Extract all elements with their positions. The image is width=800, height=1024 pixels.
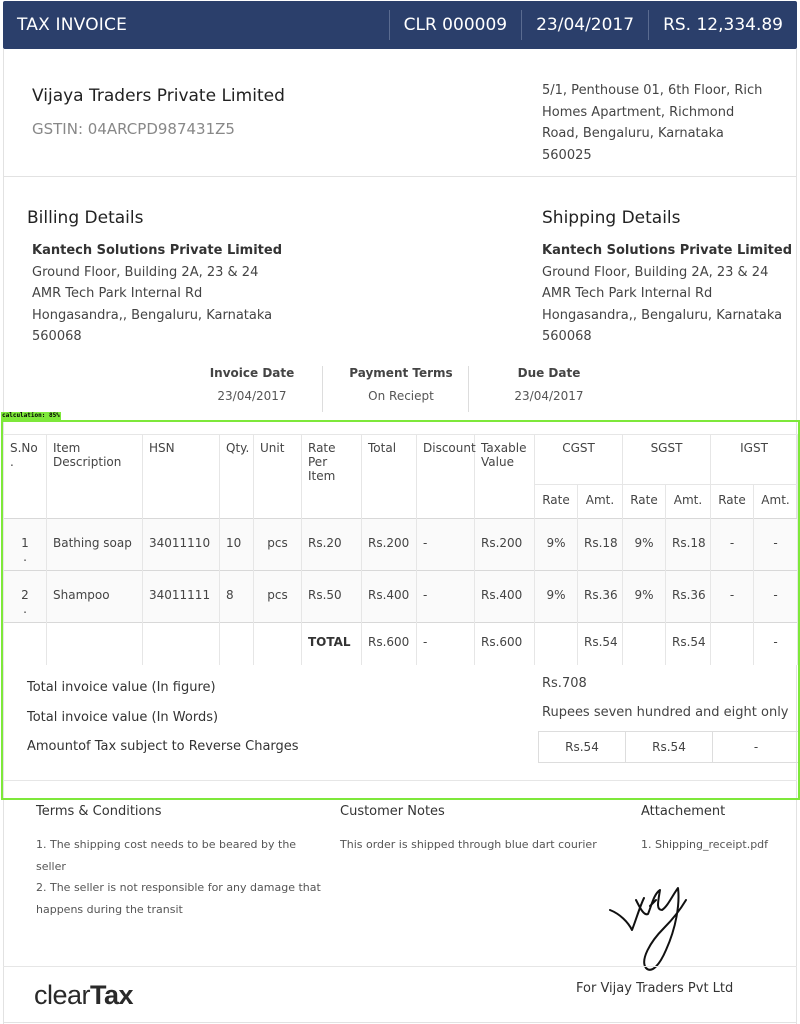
totals-total: Rs.600 bbox=[362, 623, 417, 665]
cell-cgst-rate: 9% bbox=[535, 519, 578, 571]
cell-sno: 2 . bbox=[4, 571, 47, 623]
column-header-item: Item Description bbox=[47, 435, 143, 519]
cell-discount: - bbox=[417, 571, 475, 623]
shipping-heading: Shipping Details bbox=[542, 208, 681, 228]
column-header-sno: S.No . bbox=[4, 435, 47, 519]
divider bbox=[3, 1022, 797, 1023]
column-header-unit: Unit bbox=[254, 435, 302, 519]
cell-sgst-rate: 9% bbox=[623, 519, 666, 571]
shipping-address-line: AMR Tech Park Internal Rd bbox=[542, 286, 713, 301]
invoice-date-label: Invoice Date bbox=[209, 366, 295, 380]
cell-rate: Rs.50 bbox=[302, 571, 362, 623]
column-header-igst-rate: Rate bbox=[711, 485, 754, 519]
document-title: TAX INVOICE bbox=[17, 15, 128, 35]
column-header-igst: IGST bbox=[711, 435, 798, 485]
cell-taxable: Rs.400 bbox=[475, 571, 535, 623]
empty-cell bbox=[623, 623, 666, 665]
empty-cell bbox=[47, 623, 143, 665]
column-header-qty: Qty. bbox=[220, 435, 254, 519]
cell-unit: pcs bbox=[254, 571, 302, 623]
seller-address-line: Homes Apartment, Richmond bbox=[542, 104, 735, 120]
shipping-name: Kantech Solutions Private Limited bbox=[542, 243, 793, 258]
terms-item: happens during the transit bbox=[36, 902, 183, 916]
terms-list bbox=[36, 834, 326, 920]
totals-discount: - bbox=[417, 623, 475, 665]
shipping-address bbox=[542, 240, 792, 348]
cell-item: Shampoo bbox=[47, 571, 143, 623]
billing-name: Kantech Solutions Private Limited bbox=[32, 243, 283, 258]
column-header-cgst-amt: Amt. bbox=[578, 485, 623, 519]
billing-address-line: Ground Floor, Building 2A, 23 & 24 bbox=[32, 264, 259, 280]
cell-sgst-rate: 9% bbox=[623, 571, 666, 623]
cell-sgst-amt: Rs.36 bbox=[666, 571, 711, 623]
cell-igst-rate: - bbox=[711, 519, 754, 571]
column-header-hsn: HSN bbox=[143, 435, 220, 519]
attachment-link[interactable]: 1. Shipping_receipt.pdf bbox=[641, 838, 769, 851]
invoice-number: CLR 000009 bbox=[389, 10, 521, 40]
seller-gstin: GSTIN: 04ARCPD987431Z5 bbox=[32, 120, 235, 138]
column-header-discount: Discount bbox=[417, 435, 475, 519]
divider bbox=[3, 966, 797, 967]
signer-name: For Vijay Traders Pvt Ltd bbox=[576, 981, 734, 996]
column-header-sgst-amt: Amt. bbox=[666, 485, 711, 519]
seller-address-line: 5/1, Penthouse 01, 6th Floor, Rich bbox=[542, 83, 763, 98]
cell-item: Bathing soap bbox=[47, 519, 143, 571]
invoice-date-value: 23/04/2017 bbox=[217, 389, 287, 403]
divider bbox=[3, 780, 797, 781]
totals-row bbox=[4, 623, 798, 665]
column-header-taxable: Taxable Value bbox=[475, 435, 535, 519]
payment-terms-value: On Reciept bbox=[368, 389, 434, 403]
attachment-heading: Attachement bbox=[641, 804, 726, 819]
empty-cell bbox=[4, 623, 47, 665]
column-header-cgst-rate: Rate bbox=[535, 485, 578, 519]
cell-taxable: Rs.200 bbox=[475, 519, 535, 571]
shipping-address-line: Ground Floor, Building 2A, 23 & 24 bbox=[542, 264, 769, 280]
total-words-value: Rupees seven hundred and eight only bbox=[542, 705, 789, 720]
column-header-sgst: SGST bbox=[623, 435, 711, 485]
billing-address-line: 560068 bbox=[32, 329, 82, 344]
column-header-rate: Rate Per Item bbox=[302, 435, 362, 519]
totals-igst-amt: - bbox=[754, 623, 798, 665]
due-date-block bbox=[476, 366, 622, 403]
cell-total: Rs.200 bbox=[362, 519, 417, 571]
shipping-address-line: 560068 bbox=[542, 329, 592, 344]
billing-heading: Billing Details bbox=[27, 208, 144, 228]
table-row bbox=[4, 571, 798, 623]
due-date-value: 23/04/2017 bbox=[514, 389, 584, 403]
terms-heading: Terms & Conditions bbox=[36, 804, 162, 819]
terms-item: 2. The seller is not responsible for any damage that bbox=[36, 881, 321, 894]
totals-label: TOTAL bbox=[302, 623, 362, 665]
signature-image bbox=[606, 880, 698, 976]
divider bbox=[322, 366, 323, 412]
cell-qty: 10 bbox=[220, 519, 254, 571]
invoice-header-date: 23/04/2017 bbox=[521, 10, 648, 40]
seller-address-line: 560025 bbox=[542, 147, 592, 163]
due-date-label: Due Date bbox=[517, 366, 581, 380]
seller-name: Vijaya Traders Private Limited bbox=[32, 86, 285, 106]
seller-address-line: Road, Bengaluru, Karnataka bbox=[542, 126, 724, 141]
column-header-total: Total bbox=[362, 435, 417, 519]
reverse-charge-label: Amountof Tax subject to Reverse Charges bbox=[27, 739, 299, 754]
reverse-charge-sgst: Rs.54 bbox=[625, 732, 712, 762]
invoice-header-bar bbox=[3, 1, 797, 49]
billing-address-line: AMR Tech Park Internal Rd bbox=[32, 286, 203, 301]
cell-cgst-rate: 9% bbox=[535, 571, 578, 623]
totals-sgst-amt: Rs.54 bbox=[666, 623, 711, 665]
total-words-label: Total invoice value (In Words) bbox=[27, 710, 219, 725]
cell-cgst-amt: Rs.18 bbox=[578, 519, 623, 571]
divider bbox=[3, 176, 797, 177]
divider bbox=[468, 366, 469, 412]
totals-cgst-amt: Rs.54 bbox=[578, 623, 623, 665]
empty-cell bbox=[535, 623, 578, 665]
shipping-address-line: Hongasandra,, Bengaluru, Karnataka bbox=[542, 307, 783, 323]
column-header-sgst-rate: Rate bbox=[623, 485, 666, 519]
cell-sgst-amt: Rs.18 bbox=[666, 519, 711, 571]
line-items-table bbox=[3, 434, 798, 665]
invoice-header-amount: RS. 12,334.89 bbox=[648, 10, 797, 40]
reverse-charge-cgst: Rs.54 bbox=[565, 740, 599, 754]
empty-cell bbox=[254, 623, 302, 665]
customer-notes-heading: Customer Notes bbox=[340, 804, 445, 819]
cleartax-logo: clearTax bbox=[34, 980, 134, 1010]
cell-qty: 8 bbox=[220, 571, 254, 623]
cell-igst-amt: - bbox=[754, 519, 798, 571]
reverse-charge-values bbox=[538, 731, 800, 763]
cell-hsn: 34011110 bbox=[143, 519, 220, 571]
cell-discount: - bbox=[417, 519, 475, 571]
total-figure-label: Total invoice value (In figure) bbox=[27, 680, 216, 695]
column-header-cgst: CGST bbox=[535, 435, 623, 485]
cell-igst-amt: - bbox=[754, 571, 798, 623]
cell-total: Rs.400 bbox=[362, 571, 417, 623]
payment-terms-block bbox=[328, 366, 474, 403]
column-header-igst-amt: Amt. bbox=[754, 485, 798, 519]
customer-notes-text: This order is shipped through blue dart courier bbox=[340, 838, 597, 851]
invoice-date-block bbox=[179, 366, 325, 403]
cell-sno: 1 . bbox=[4, 519, 47, 571]
calculation-annotation-label: calculation: 85% bbox=[2, 412, 60, 419]
totals-taxable: Rs.600 bbox=[475, 623, 535, 665]
empty-cell bbox=[711, 623, 754, 665]
cell-igst-rate: - bbox=[711, 571, 754, 623]
total-figure-value: Rs.708 bbox=[542, 676, 587, 691]
cell-unit: pcs bbox=[254, 519, 302, 571]
empty-cell bbox=[220, 623, 254, 665]
cell-hsn: 34011111 bbox=[143, 571, 220, 623]
payment-terms-label: Payment Terms bbox=[349, 366, 453, 380]
terms-item: 1. The shipping cost needs to be beared by the seller bbox=[36, 838, 297, 873]
cell-rate: Rs.20 bbox=[302, 519, 362, 571]
reverse-charge-igst: - bbox=[712, 732, 799, 762]
table-row bbox=[4, 519, 798, 571]
empty-cell bbox=[143, 623, 220, 665]
cell-cgst-amt: Rs.36 bbox=[578, 571, 623, 623]
seller-address bbox=[542, 80, 792, 166]
billing-address bbox=[32, 240, 282, 348]
billing-address-line: Hongasandra,, Bengaluru, Karnataka bbox=[32, 307, 273, 323]
